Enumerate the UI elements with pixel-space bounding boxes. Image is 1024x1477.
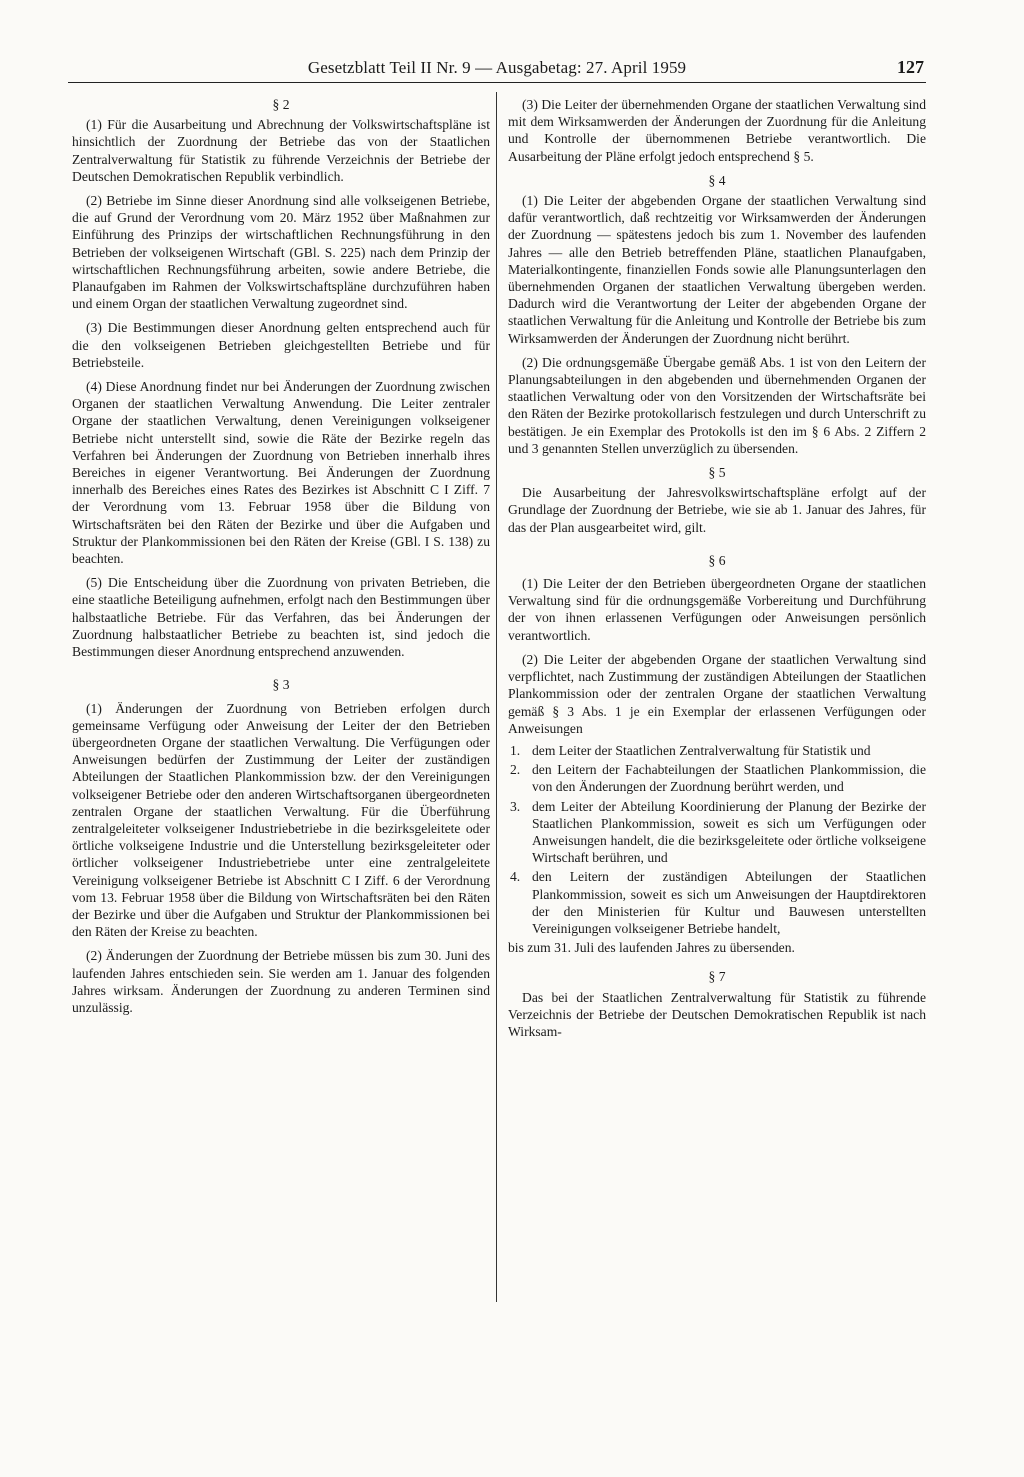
paragraph-s3-2: (2) Änderungen der Zuordnung der Betriebe müssen bis zum 30. Juni des laufenden Jahres entschieden sein. Sie werden am 1. Januar des folgenden Jahres wirksam. Änderungen der Zuordnung zu anderen Terminen sind unzulässig.: [72, 948, 490, 1015]
section-heading-4: § 4: [708, 172, 726, 188]
paragraph-s6-closing: bis zum 31. Juli des laufenden Jahres zu übersenden.: [508, 940, 795, 956]
list-item-text: dem Leiter der Abteilung Koordinierung der Planung der Bezirke der Staatlichen Plankommission, soweit es sich um Verfügungen oder Anweisungen handelt, die die bezirksgeleitete oder örtliche volkseigene Wirtschaft berühren, und: [532, 798, 926, 866]
section-heading-6: § 6: [708, 552, 726, 568]
list-item-number: 3.: [510, 798, 521, 814]
left-column: [72, 96, 490, 1023]
section-heading-3: § 3: [272, 677, 290, 693]
section-heading-2: § 2: [272, 97, 290, 112]
paragraph-s2-4: (4) Diese Anordnung findet nur bei Änderungen der Zuordnung zwischen Organen der staatlichen Verwaltung Anwendung. Die Leiter zentraler Organe der staatlichen Verwaltung, denen Vereinigungen volkseigener Betriebe nicht unterstellt sind, sowie die Räte der Bezirke regeln das Verfahren bei Änderungen der Zuordnung von Betrieben innerhalb ihres Bereiches in eigener Verantwortung. Bei Änderungen der Zuordnung innerhalb des Bereiches eines Rates des Bezirkes ist Abschnitt C I Ziff. 7 der Verordnung vom 13. Februar 1958 über die Bildung von Wirtschaftsräten bei den Räten der Bezirke und über die Aufgaben und Struktur der Plankommissionen bei den Räten der Kreise (GBl. I S. 138) zu beachten.: [72, 379, 490, 567]
list-item-number: 2.: [510, 762, 521, 778]
list-item-text: dem Leiter der Staatlichen Zentralverwaltung für Statistik und: [532, 742, 871, 758]
section-heading-7: § 7: [708, 969, 726, 985]
paragraph-s4-1: (1) Die Leiter der abgebenden Organe der staatlichen Verwaltung sind dafür verantwortlich, daß rechtzeitig vor Wirksamwerden der Änderungen der Zuordnung — spätestens jedoch bis zum 1. November des laufenden Jahres — alle den Betrieb betreffenden Pläne, staatlichen Planaufgaben, Materialkontingente, finanziellen Fonds sowie alle Planungsunterlagen den übernehmenden Organen der staatlichen Verwaltung übergeben werden. Dadurch wird die Verantwortung der Leiter der abgebenden Organe der staatlichen Verwaltung für die Anleitung und Kontrolle der Betriebe bis zum Wirksamwerden der Änderungen der Zuordnung nicht berührt.: [508, 193, 926, 346]
list-item-number: 4.: [510, 869, 521, 885]
list-item: [508, 868, 926, 937]
list-item: [508, 761, 926, 795]
column-divider: [496, 92, 497, 1302]
paragraph-s4-2: (2) Die ordnungsgemäße Übergabe gemäß Abs. 1 ist von den Leitern der Planungsabteilungen in den abgebenden und übernehmenden Organen der staatlichen Verwaltung oder von den Vorsitzenden der Wirtschaftsräte bei den Räten der Bezirke protokollarisch festzulegen und durch Unterschrift zu bestätigen. Je ein Exemplar des Protokolls ist den im § 6 Abs. 2 Ziffern 2 und 3 genannten Stellen unverzüglich zu übersenden.: [508, 354, 926, 456]
paragraph-s6-1: (1) Die Leiter der den Betrieben übergeordneten Organe der staatlichen Verwaltung sind für die ordnungsgemäße Vorbereitung und Durchführung der von ihnen erlassenen Verfügungen oder Anweisungen persönlich verantwortlich.: [508, 576, 926, 643]
paragraph-s2-2: (2) Betriebe im Sinne dieser Anordnung sind alle volkseigenen Betriebe, die auf Grund der Verordnung vom 20. März 1952 über Maßnahmen zur Einführung des Prinzips der wirtschaftlichen Rechnungsführung in den Betrieben der volkseigenen Wirtschaft (GBl. S. 225) nach dem Prinzip der wirtschaftlichen Rechnungsführung arbeiten, sowie andere Betriebe, die Planaufgaben im Rahmen der Volkswirtschaftspläne durchzuführen haben und einem Organ der staatlichen Verwaltung zugeordnet sind.: [72, 193, 490, 312]
right-column: [508, 96, 926, 1047]
paragraph-s6-2: (2) Die Leiter der abgebenden Organe der staatlichen Verwaltung sind verpflichtet, nach Zustimmung der zuständigen Abteilungen der Staatlichen Plankommission oder der zentralen Organe der staatlichen Verwaltung gemäß § 3 Abs. 1 je ein Exemplar der erlassenen Verfügungen oder Anweisungen: [508, 651, 926, 736]
list-item: [508, 798, 926, 867]
paragraph-s2-3: (3) Die Bestimmungen dieser Anordnung gelten entsprechend auch für die den volkseigenen Betrieben gleichgestellten Betriebe und für Betriebsteile.: [72, 320, 490, 370]
list-item-number: 1.: [510, 742, 521, 758]
page-header: [68, 56, 926, 83]
list-item-text: den Leitern der zuständigen Abteilungen der Staatlichen Plankommission, soweit es sich um Anweisungen der Hauptdirektoren der den Ministerien für Kultur und Bauwesen unterstellten Vereinigungen volkseigener Betriebe handelt,: [532, 869, 926, 936]
paragraph-s2-5: (5) Die Entscheidung über die Zuordnung von privaten Betrieben, die eine staatliche Beteiligung aufnehmen, erfolgt nach den Bestimmungen über halbstaatliche Betriebe. Für das Verfahren, das bei Änderungen der Zuordnung halbstaatlicher Betriebe zu beachten ist, sind jedoch die Bestimmungen dieser Anordnung entsprechend anzuwenden.: [72, 575, 490, 660]
header-title: Gesetzblatt Teil II Nr. 9 — Ausgabetag: 27. April 1959: [307, 58, 687, 77]
paragraph-s7-1: Das bei der Staatlichen Zentralverwaltung für Statistik zu führende Verzeichnis der Betriebe der Deutschen Demokratischen Republik ist nach Wirksam-: [508, 989, 926, 1039]
paragraph-s3-3: (3) Die Leiter der übernehmenden Organe der staatlichen Verwaltung sind mit dem Wirksamwerden der Änderungen der Zuordnung für die Anleitung und Kontrolle der übernommenen Betriebe verantwortlich. Die Ausarbeitung der Pläne erfolgt jedoch entsprechend § 5.: [508, 97, 926, 164]
section-heading-5: § 5: [708, 465, 726, 481]
list-item-text: den Leitern der Fachabteilungen der Staatlichen Plankommission, die von den Änderungen der Zuordnung berührt werden, und: [532, 762, 926, 795]
recipient-list: [508, 742, 926, 937]
paragraph-s5-1: Die Ausarbeitung der Jahresvolkswirtschaftspläne erfolgt auf der Grundlage der Zuordnung der Betriebe, wie sie ab 1. Januar des Jahres, für das der Plan ausgearbeitet wird, gilt.: [508, 485, 926, 535]
paragraph-s3-1: (1) Änderungen der Zuordnung von Betrieben erfolgen durch gemeinsame Verfügung oder Anweisung der Leiter der den Betrieben übergeordneten Organe der staatlichen Verwaltung. Die Verfügungen oder Anweisungen bedürfen der Zustimmung der Leiter der zuständigen Abteilungen der Staatlichen Plankommission bzw. der den Vereinigungen volkseigener Betriebe oder den anderen Wirtschaftsorganen übergeordneten zentralen Organe der staatlichen Verwaltung. Für die Überführung zentralgeleiteter volkseigener Industriebetriebe in die bezirksgeleitete oder örtliche volkseigene Industrie und die Unterstellung bezirksgeleiteter oder örtlicher volkseigener Industriebetriebe unter eine zentralgeleitete Vereinigung volkseigener Betriebe ist Abschnitt C I Ziff. 6 der Verordnung vom 13. Februar 1958 über die Bildung von Wirtschaftsräten bei den Räten der Bezirke und über die Aufgaben und Struktur der Plankommissionen bei den Räten der Kreise zu beachten.: [72, 700, 490, 940]
list-item: [508, 742, 926, 759]
paragraph-s2-1: (1) Für die Ausarbeitung und Abrechnung der Volkswirtschaftspläne ist hinsichtlich der Zuordnung der Betriebe das von der Staatlichen Zentralverwaltung für Statistik zu führende Verzeichnis der Betriebe der Deutschen Demokratischen Republik verbindlich.: [72, 117, 490, 184]
page-number: 127: [897, 57, 924, 77]
